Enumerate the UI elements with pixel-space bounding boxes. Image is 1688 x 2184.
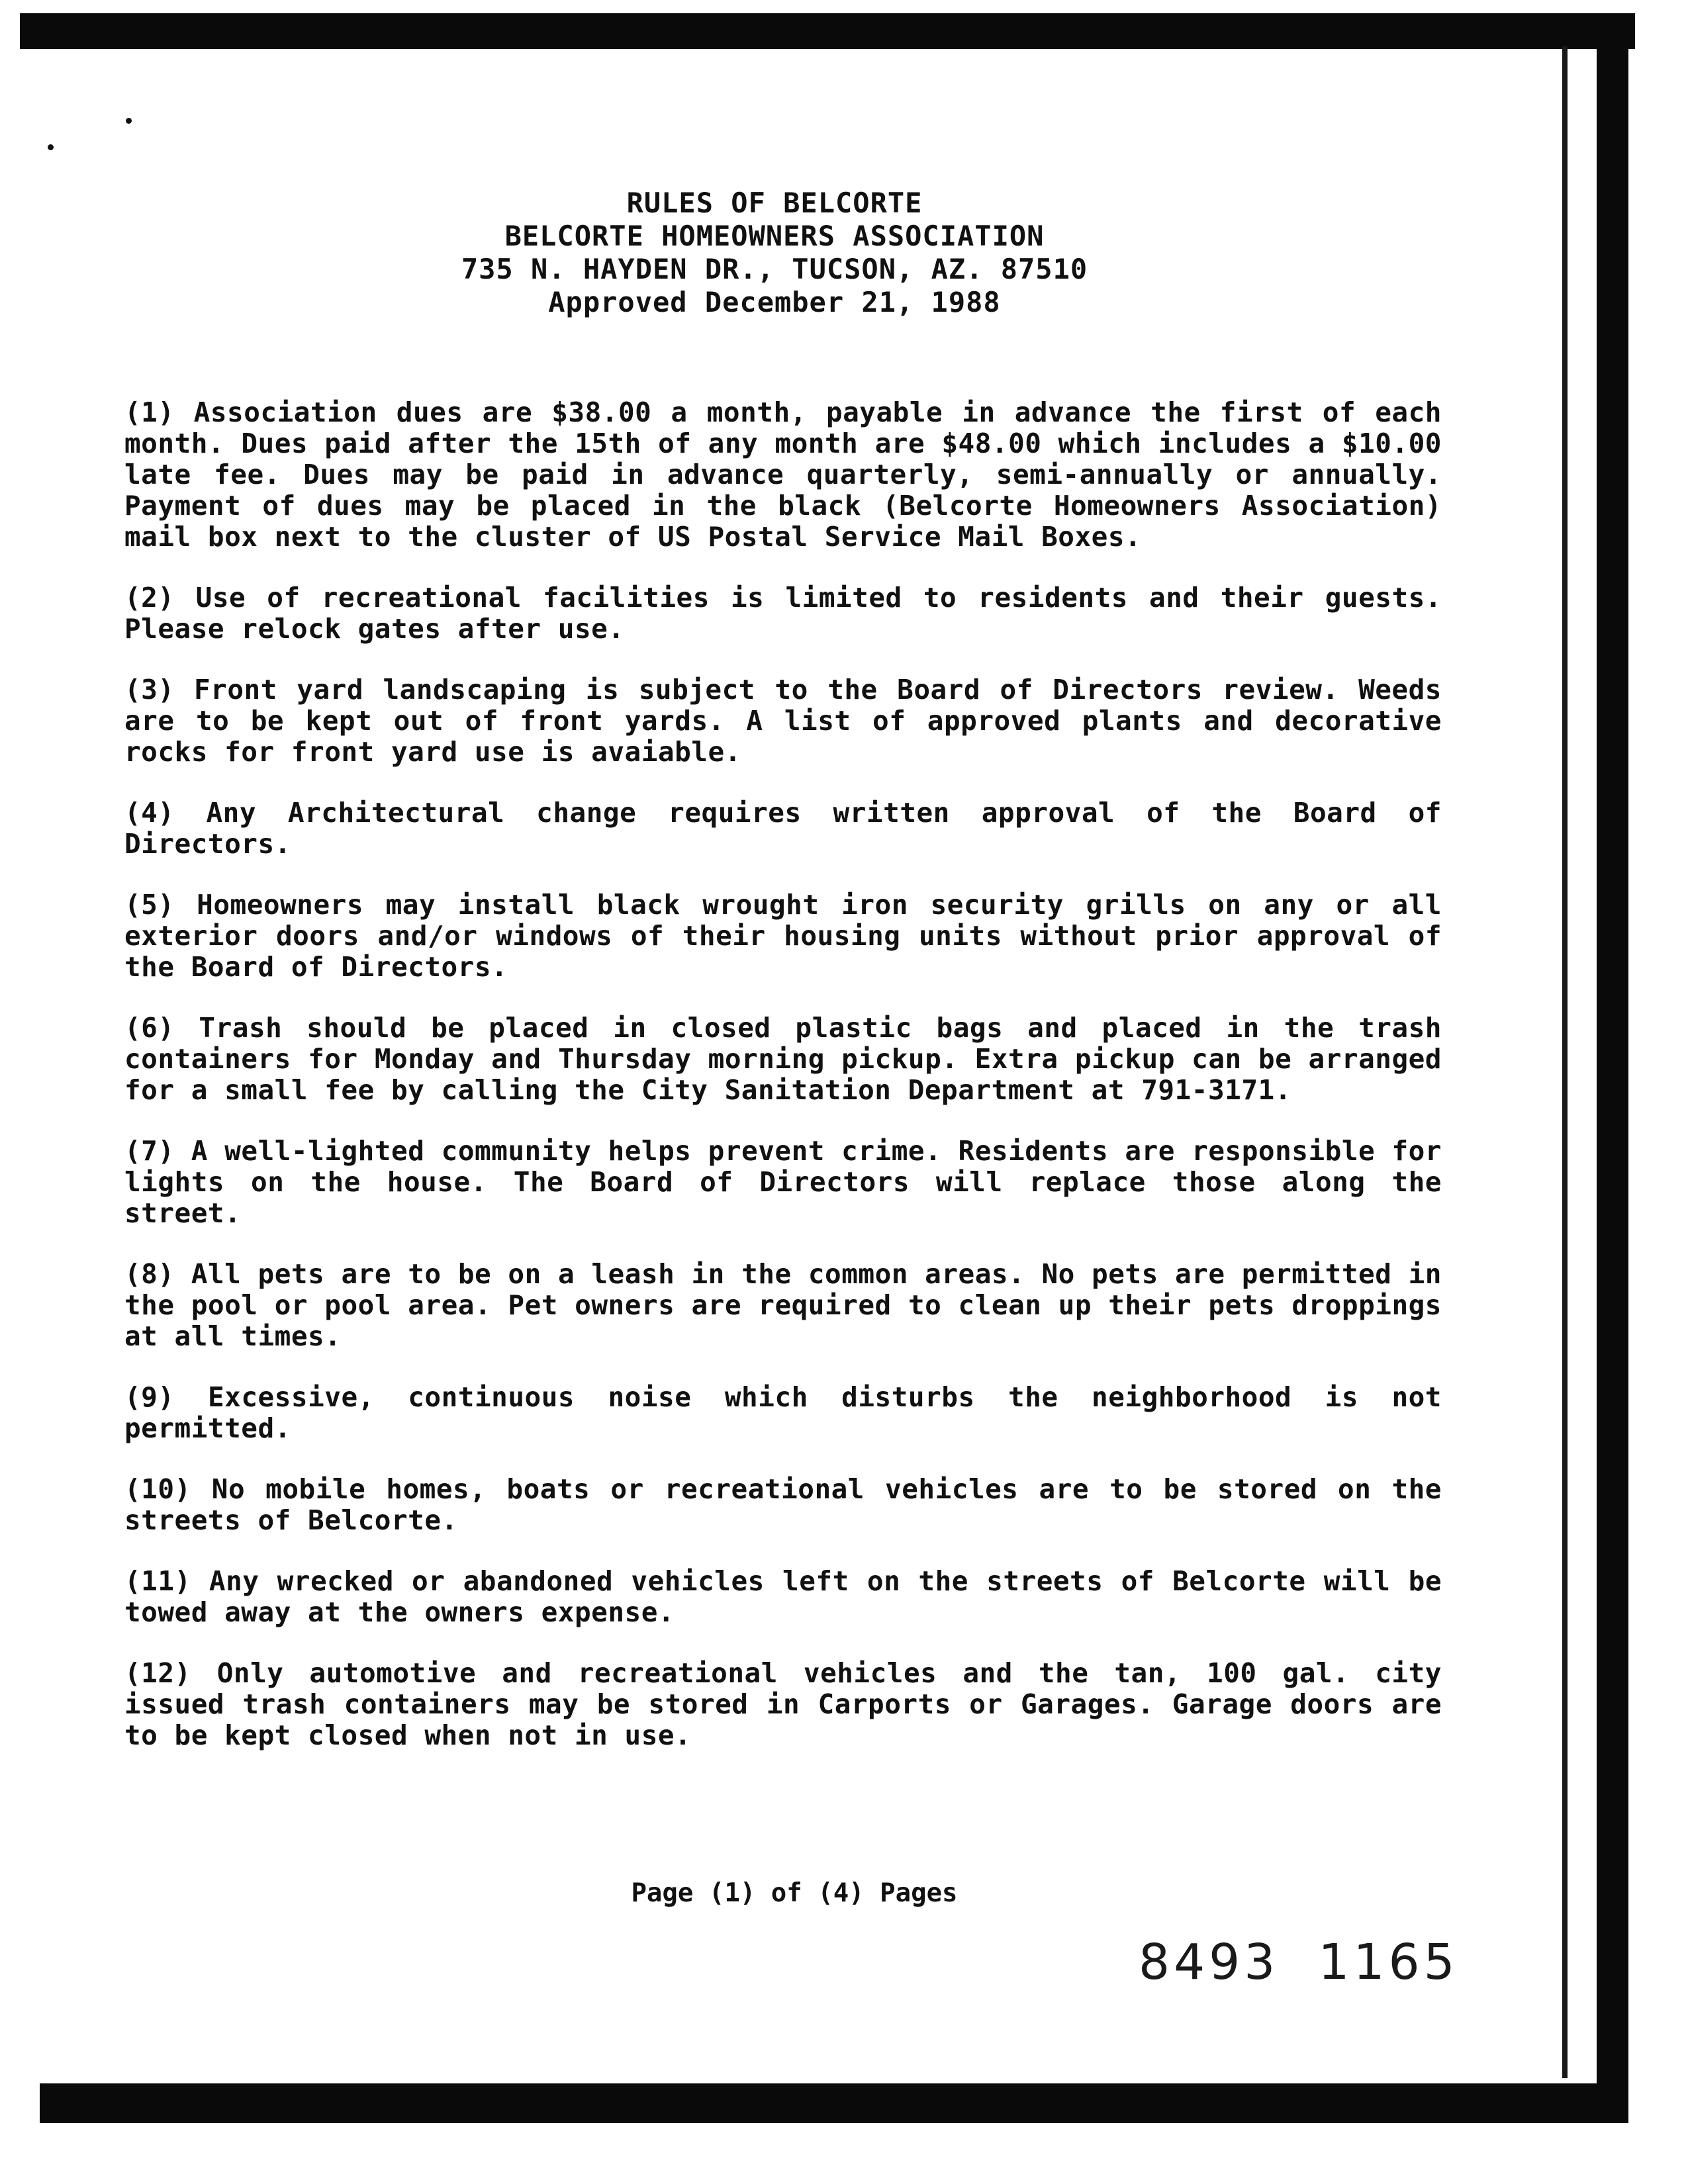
scan-speck [48,144,54,150]
scan-border-top [20,13,1635,49]
organization-address: 735 N. HAYDEN DR., TUCSON, AZ. 87510 [461,253,1088,285]
rule-item: (2) Use of recreational facilities is limited to residents and their guests. Please relock gates after use. [124,582,1442,645]
rule-item: (5) Homeowners may install black wrought iron security grills on any or all exterior doors and/or windows of their housing units without prior approval of the Board of Directors. [124,889,1442,983]
rule-item: (1) Association dues are $38.00 a month, payable in advance the first of each month. Dues paid after the 15th of any month are $48.00 which includes a $10.00 late fee. Dues may be paid in advance quarterly, semi-annually or annually. Payment of dues may be placed in the black (Belcorte Homeowners Association) mail box next to the cluster of US Postal Service Mail Boxes. [124,396,1442,553]
document-title: RULES OF BELCORTE [626,187,923,219]
rules-list [124,397,1442,1781]
scan-speck [126,118,132,124]
rule-item: (3) Front yard landscaping is subject to the Board of Directors review. Weeds are to be kept out of front yards. A list of approved plants and decorative rocks for front yard use is avaiable. [124,674,1442,768]
rule-item: (10) No mobile homes, boats or recreational vehicles are to be stored on the streets of Belcorte. [124,1473,1442,1536]
rule-item: (11) Any wrecked or abandoned vehicles left on the streets of Belcorte will be towed away at the owners expense. [124,1565,1442,1628]
rule-item: (7) A well-lighted community helps prevent crime. Residents are responsible for lights on the house. The Board of Directors will replace those along the street. [124,1135,1442,1229]
scan-border-right [1597,46,1628,2085]
organization-name: BELCORTE HOMEOWNERS ASSOCIATION [504,220,1045,252]
scan-border-right-edge [1562,46,1568,2078]
document-stamp-number: 8493 1165 [1139,1934,1459,1991]
rule-item: (12) Only automotive and recreational vehicles and the tan, 100 gal. city issued trash containers may be stored in Carports or Garages. Garage doors are to be kept closed when not in use. [124,1657,1442,1751]
scan-border-bottom [40,2083,1628,2123]
rule-item: (4) Any Architectural change requires written approval of the Board of Directors. [124,797,1442,860]
approval-date: Approved December 21, 1988 [548,286,1001,318]
rule-item: (6) Trash should be placed in closed plastic bags and placed in the trash containers for Monday and Thursday morning pickup. Extra pickup can be arranged for a small fee by calling the City Sanitation Department at 791-3171. [124,1012,1442,1106]
rule-item: (9) Excessive, continuous noise which disturbs the neighborhood is not permitted. [124,1381,1442,1444]
page-number: Page (1) of (4) Pages [631,1878,958,1908]
document-header [331,187,1218,319]
rule-item: (8) All pets are to be on a leash in the common areas. No pets are permitted in the pool or pool area. Pet owners are required to clean up their pets droppings at all times. [124,1258,1442,1352]
